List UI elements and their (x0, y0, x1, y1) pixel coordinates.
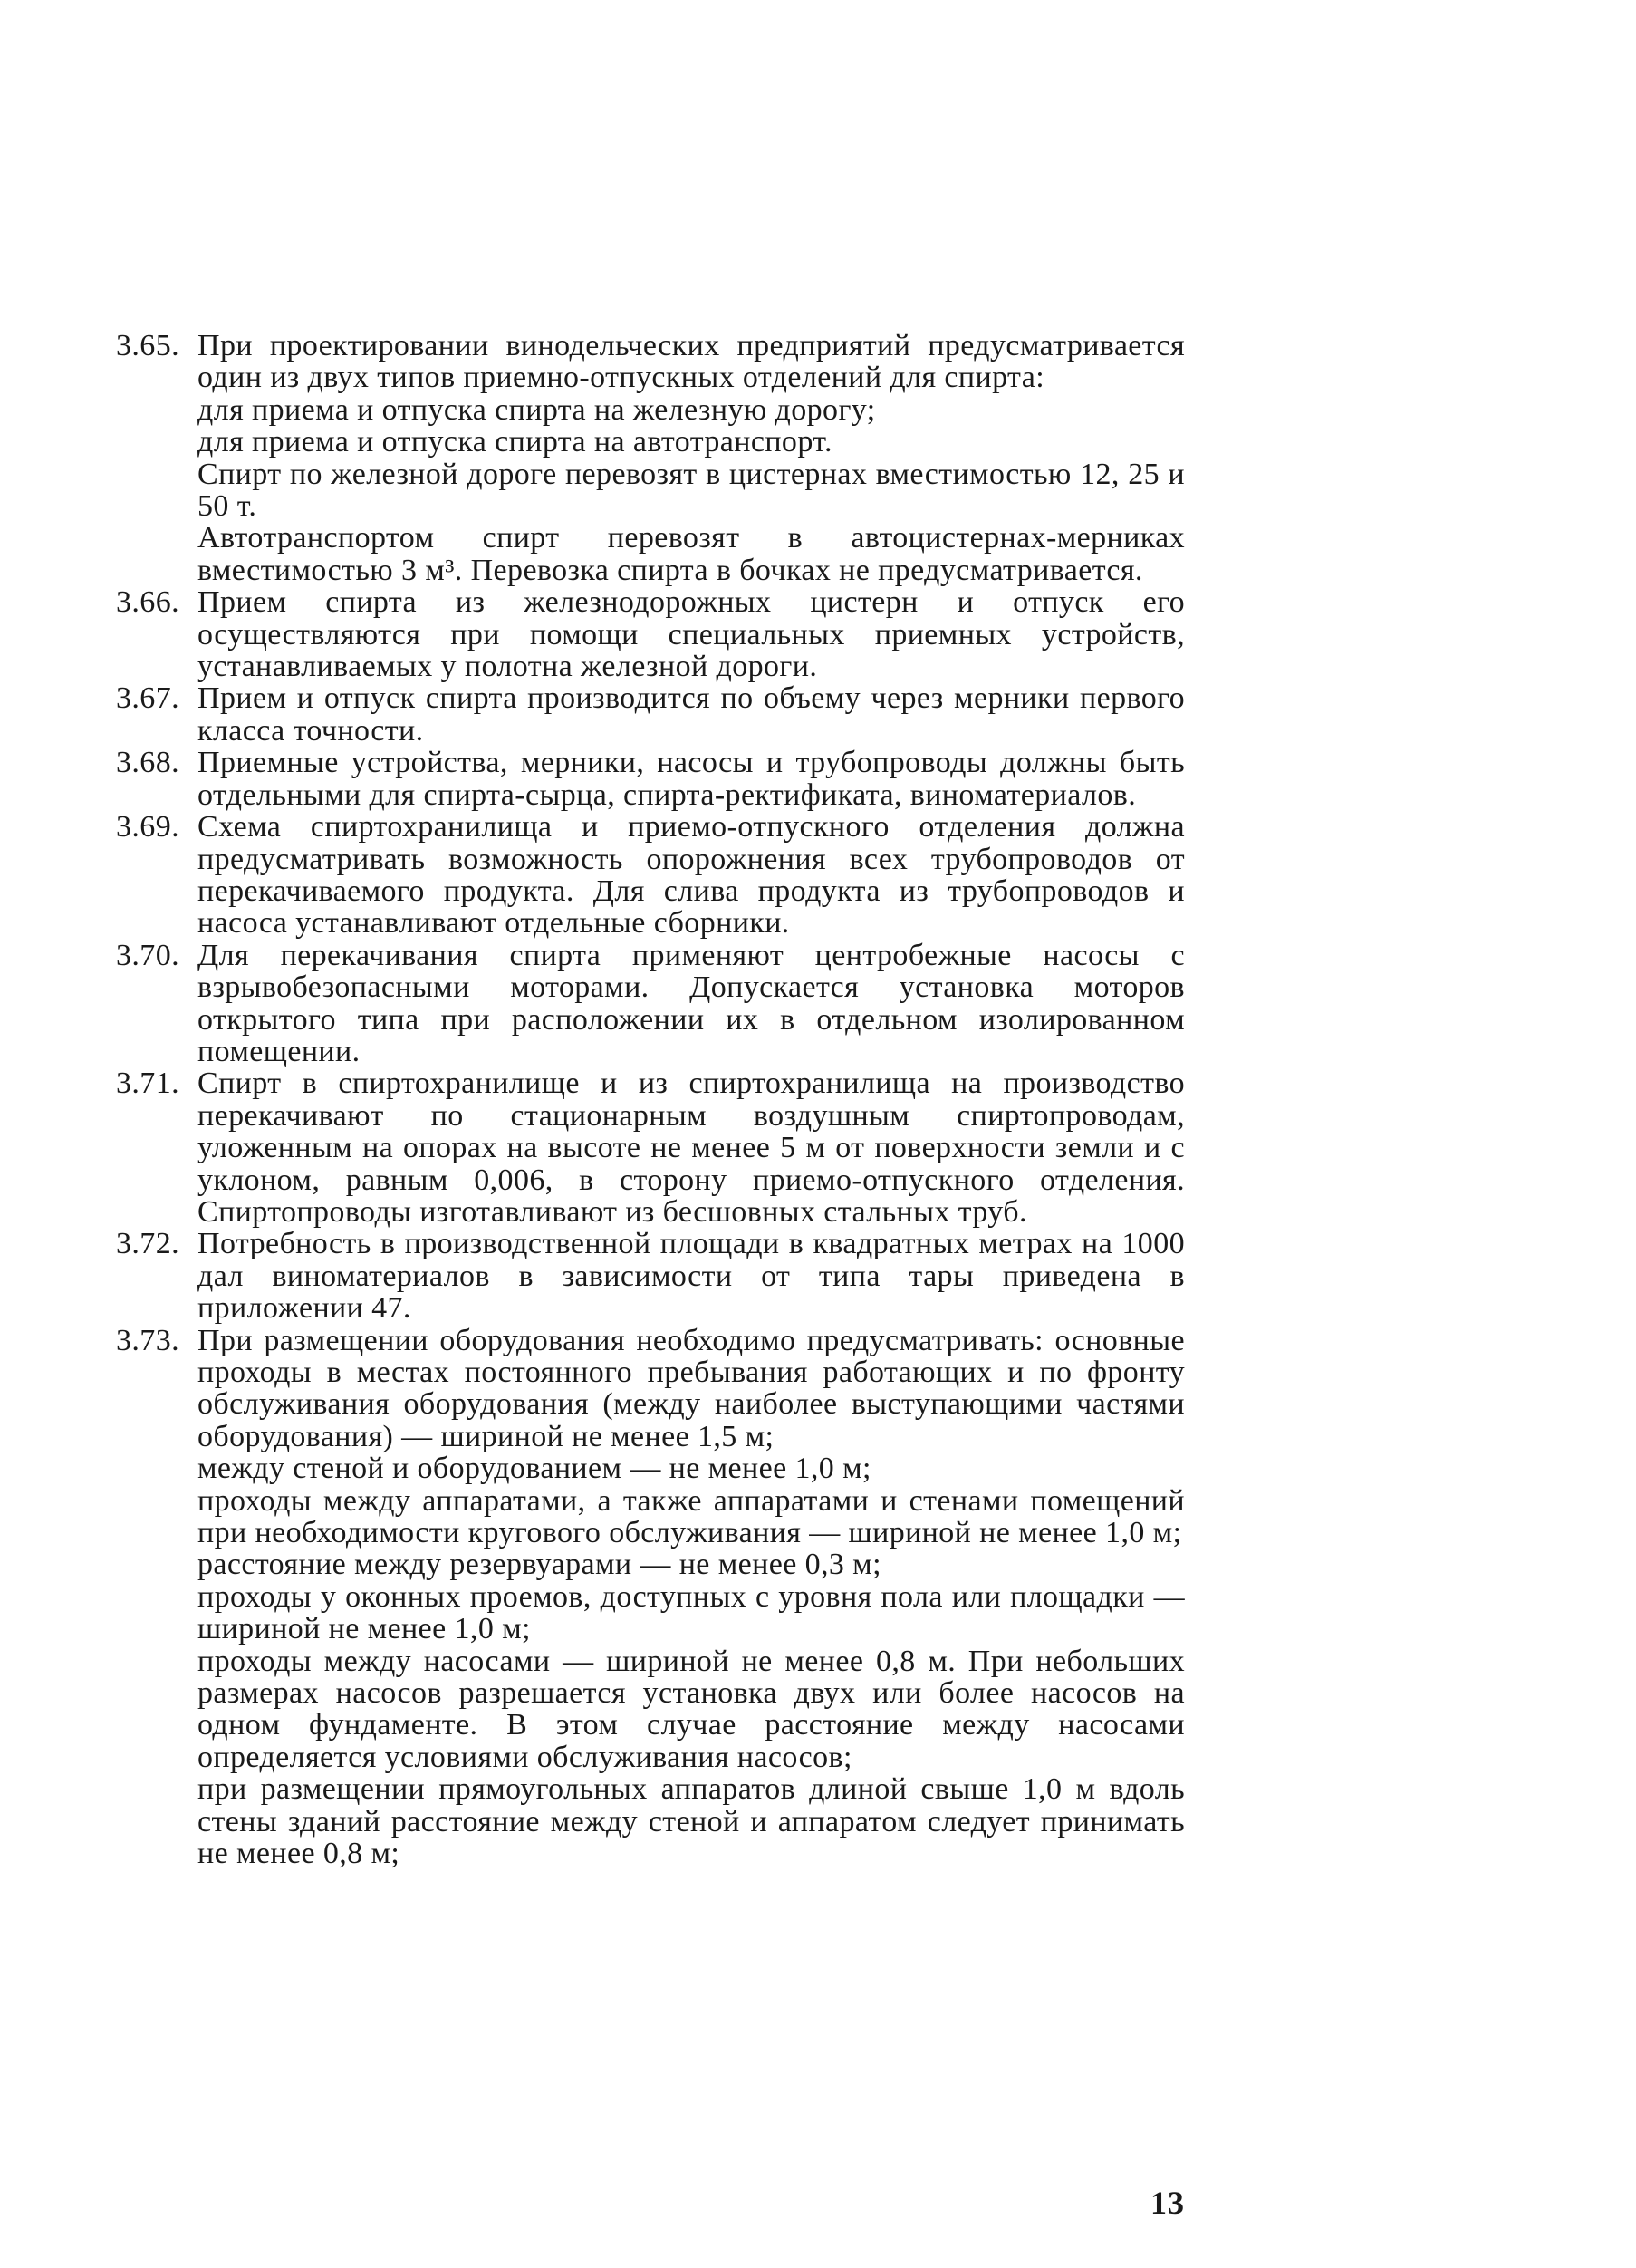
clause-number: 3.73. (116, 1323, 179, 1357)
clause-paragraph: для приема и отпуска спирта на автотранспорт. (197, 425, 832, 459)
clause-3-65 (116, 330, 1185, 586)
clause-number: 3.68. (116, 746, 179, 780)
clause-paragraph: Потребность в производственной площади в квадратных метрах на 1000 дал виноматериалов в зависимости от типа тары приведена в приложении 47. (197, 1227, 1185, 1326)
clause-3-73 (116, 1325, 1185, 1870)
clause-paragraph: Прием спирта из железнодорожных цистерн и отпуск его осуществляются при помощи специальных приемных устройств, устанавливаемых у полотна железной дороги. (197, 585, 1185, 684)
clause-paragraph: для приема и отпуска спирта на железную дорогу; (197, 392, 876, 427)
clause-paragraph: между стеной и оборудованием — не менее 1,0 м; (197, 1452, 871, 1486)
document-body (116, 330, 1185, 1870)
clause-paragraph: При размещении оборудования необходимо предусматривать: основные проходы в местах постоянного пребывания работающих и по фронту обслуживания оборудования (между наиболее выступающими частями оборудования) — шириной не менее 1,5 м; (197, 1323, 1185, 1453)
clause-paragraph: проходы у оконных проемов, доступных с уровня пола или площадки — шириной не менее 1,0 м; (197, 1579, 1185, 1646)
clause-number: 3.69. (116, 810, 179, 844)
clause-3-68 (116, 747, 1185, 811)
clause-number: 3.66. (116, 585, 179, 620)
clause-3-66 (116, 586, 1185, 682)
clause-3-67 (116, 682, 1185, 747)
clause-number: 3.70. (116, 938, 179, 972)
clause-paragraph: Спирт по железной дороге перевозят в цистернах вместимостью 12, 25 и 50 т. (197, 457, 1185, 524)
clause-paragraph: Спирт в спиртохранилище и из спиртохранилища на производство перекачивают по стационарным воздушным спиртопроводам, уложенным на опорах на высоте не менее 5 м от поверхности земли и с уклоном, равным 0,006, в сторону приемо-отпускного отделения. Спиртопроводы изготавливают из бесшовных стальных труб. (197, 1066, 1185, 1229)
clause-paragraph: Схема спиртохранилища и приемо-отпускного отделения должна предусматривать возможность опорожнения всех трубопроводов от перекачиваемого продукта. Для слива продукта из трубопроводов и насоса устанавливают отдельные сборники. (197, 810, 1185, 941)
clause-number: 3.72. (116, 1227, 179, 1261)
clause-3-71 (116, 1067, 1185, 1228)
clause-paragraph: Приемные устройства, мерники, насосы и трубопроводы должны быть отдельными для спирта-сырца, спирта-ректификата, виноматериалов. (197, 746, 1185, 812)
clause-paragraph: При проектировании винодельческих предприятий предусматривается один из двух типов приемно-отпускных отделений для спирта: (197, 329, 1185, 395)
clause-number: 3.65. (116, 329, 179, 362)
clause-paragraph: Автотранспортом спирт перевозят в автоцистернах-мерниках вместимостью 3 м³. Перевозка спирта в бочках не предусматривается. (197, 521, 1185, 587)
clause-paragraph: при размещении прямоугольных аппаратов длиной свыше 1,0 м вдоль стены зданий расстояние между стеной и аппаратом следует принимать не менее 0,8 м; (197, 1772, 1185, 1871)
clause-3-69 (116, 811, 1185, 940)
clause-paragraph: расстояние между резервуарами — не менее 0,3 м; (197, 1548, 881, 1582)
clause-number: 3.67. (116, 681, 179, 716)
page-number: 13 (1150, 2185, 1185, 2221)
clause-3-72 (116, 1228, 1185, 1324)
clause-3-70 (116, 940, 1185, 1068)
clause-paragraph: проходы между насосами — шириной не менее 0,8 м. При небольших размерах насосов разрешается установка двух или более насосов на одном фундаменте. В этом случае расстояние между насосами определяется условиями обслуживания насосов; (197, 1644, 1185, 1774)
clause-paragraph: Для перекачивания спирта применяют центробежные насосы с взрывобезопасными моторами. Допускается установка моторов открытого типа при расположении их в отдельном изолированном помещении. (197, 938, 1185, 1068)
clause-paragraph: проходы между аппаратами, а также аппаратами и стенами помещений при необходимости кругового обслуживания — шириной не менее 1,0 м; (197, 1483, 1185, 1550)
clause-number: 3.71. (116, 1066, 179, 1101)
clause-paragraph: Прием и отпуск спирта производится по объему через мерники первого класса точности. (197, 681, 1185, 748)
